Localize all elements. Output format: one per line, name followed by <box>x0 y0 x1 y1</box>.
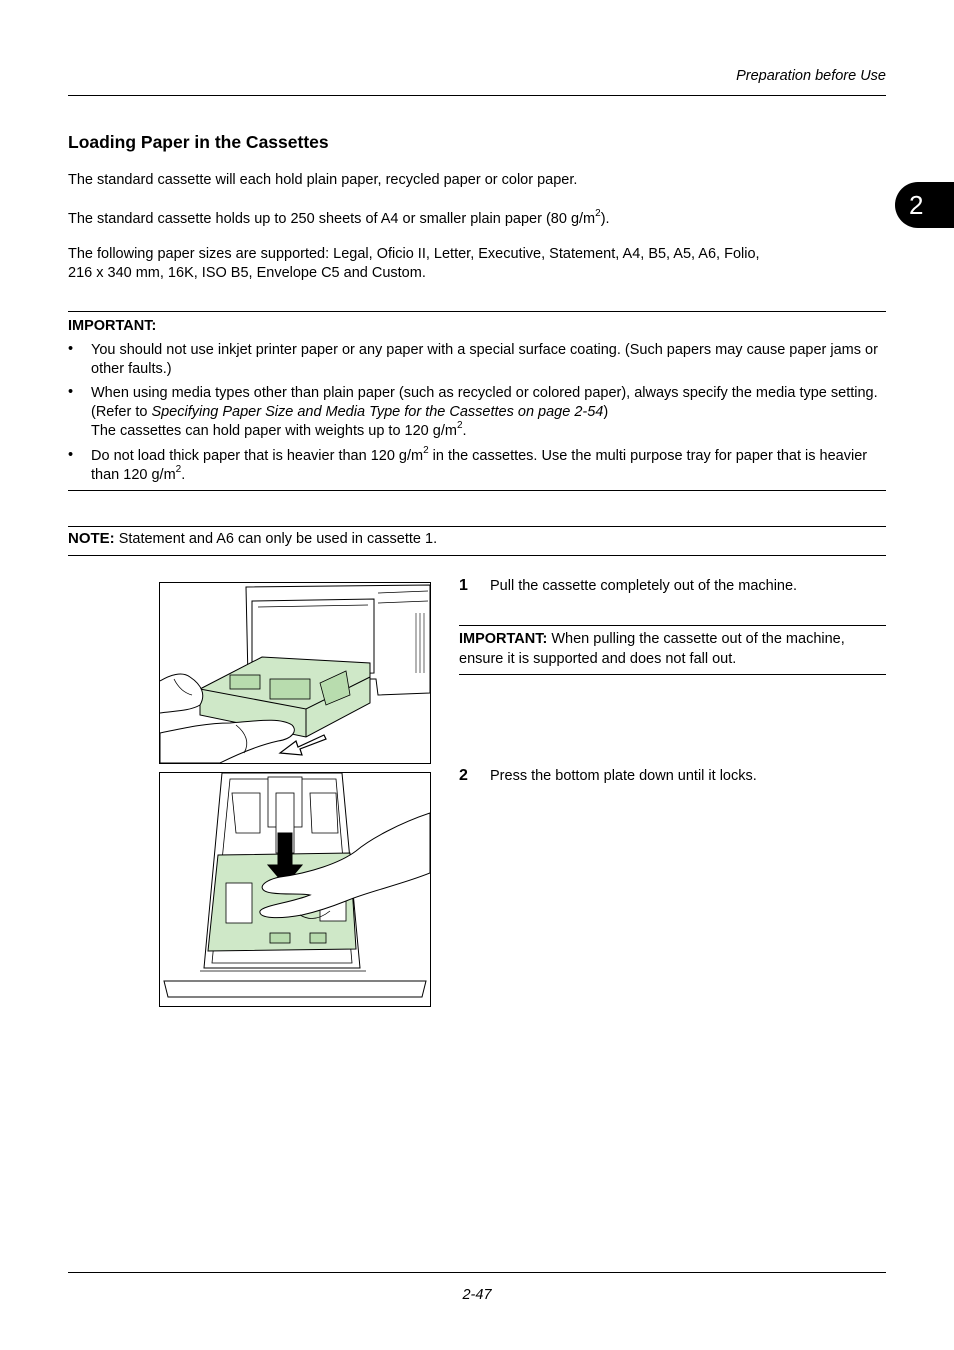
important-bottom-rule <box>68 490 886 491</box>
important-item-1: You should not use inkjet printer paper or any paper with a special surface coating. (Such papers may cause paper jams or other faults.) <box>91 342 878 377</box>
important-item-3: Do not load thick paper that is heavier than 120 $g/m^2$ in the cassettes. Use the multi purpose tray for paper that is heavier than 120 $g/m^2$. <box>91 445 868 483</box>
page-number: 2-47 <box>462 1287 492 1303</box>
running-header: Preparation before Use <box>736 68 886 84</box>
figure-press-plate <box>159 772 431 1007</box>
bullet-1: • <box>68 341 74 357</box>
important-top-rule <box>68 311 886 312</box>
step-1-text: Pull the cassette completely out of the machine. <box>490 578 798 594</box>
bullet-2: • <box>68 384 74 400</box>
note-label: NOTE: <box>68 530 115 547</box>
cassette-pull-illustration <box>160 583 430 763</box>
paragraph-paper-types: The standard cassette will each hold plain paper, recycled paper or color paper. <box>68 172 578 188</box>
section-title: Loading Paper in the Cassettes <box>68 132 329 152</box>
note-bottom-rule <box>68 555 886 556</box>
step1-important-bottom-rule <box>459 674 886 675</box>
figure-pull-cassette <box>159 582 431 764</box>
paragraph-capacity: The standard cassette holds up to 250 sheets of A4 or smaller plain paper (80 $g/m^2$). <box>68 208 610 227</box>
important-item-2: When using media types other than plain paper (such as recycled or colored paper), always specify the media type setting. (Refer to Specifying Paper Size and Media Type for the Cassettes on page 2-54) The cassettes can hold paper with weights up to 120 $g/m^2$. <box>91 385 878 439</box>
chapter-tab <box>895 182 954 228</box>
bottom-plate-illustration <box>160 773 430 1006</box>
step-2-text: Press the bottom plate down until it locks. <box>490 768 757 784</box>
chapter-number: 2 <box>909 190 924 220</box>
note: NOTE: Statement and A6 can only be used in cassette 1. <box>68 530 438 547</box>
step-2-number: 2 <box>459 767 468 784</box>
header-rule <box>68 95 886 96</box>
footer-rule <box>68 1272 886 1273</box>
bullet-3: • <box>68 447 74 463</box>
paragraph-sizes: The following paper sizes are supported: Legal, Oficio II, Letter, Executive, Statement, A4, B5, A5, A6, Folio, 216 x 340 mm, 16K, ISO B5, Envelope C5 and Custom. <box>68 246 760 281</box>
step1-important: IMPORTANT: When pulling the cassette out of the machine, ensure it is supported and does not fall out. <box>459 631 845 667</box>
important-heading: IMPORTANT: <box>68 318 157 334</box>
step1-important-label: IMPORTANT: <box>459 631 548 647</box>
note-top-rule <box>68 526 886 527</box>
step1-important-top-rule <box>459 625 886 626</box>
step-1-number: 1 <box>459 577 468 594</box>
